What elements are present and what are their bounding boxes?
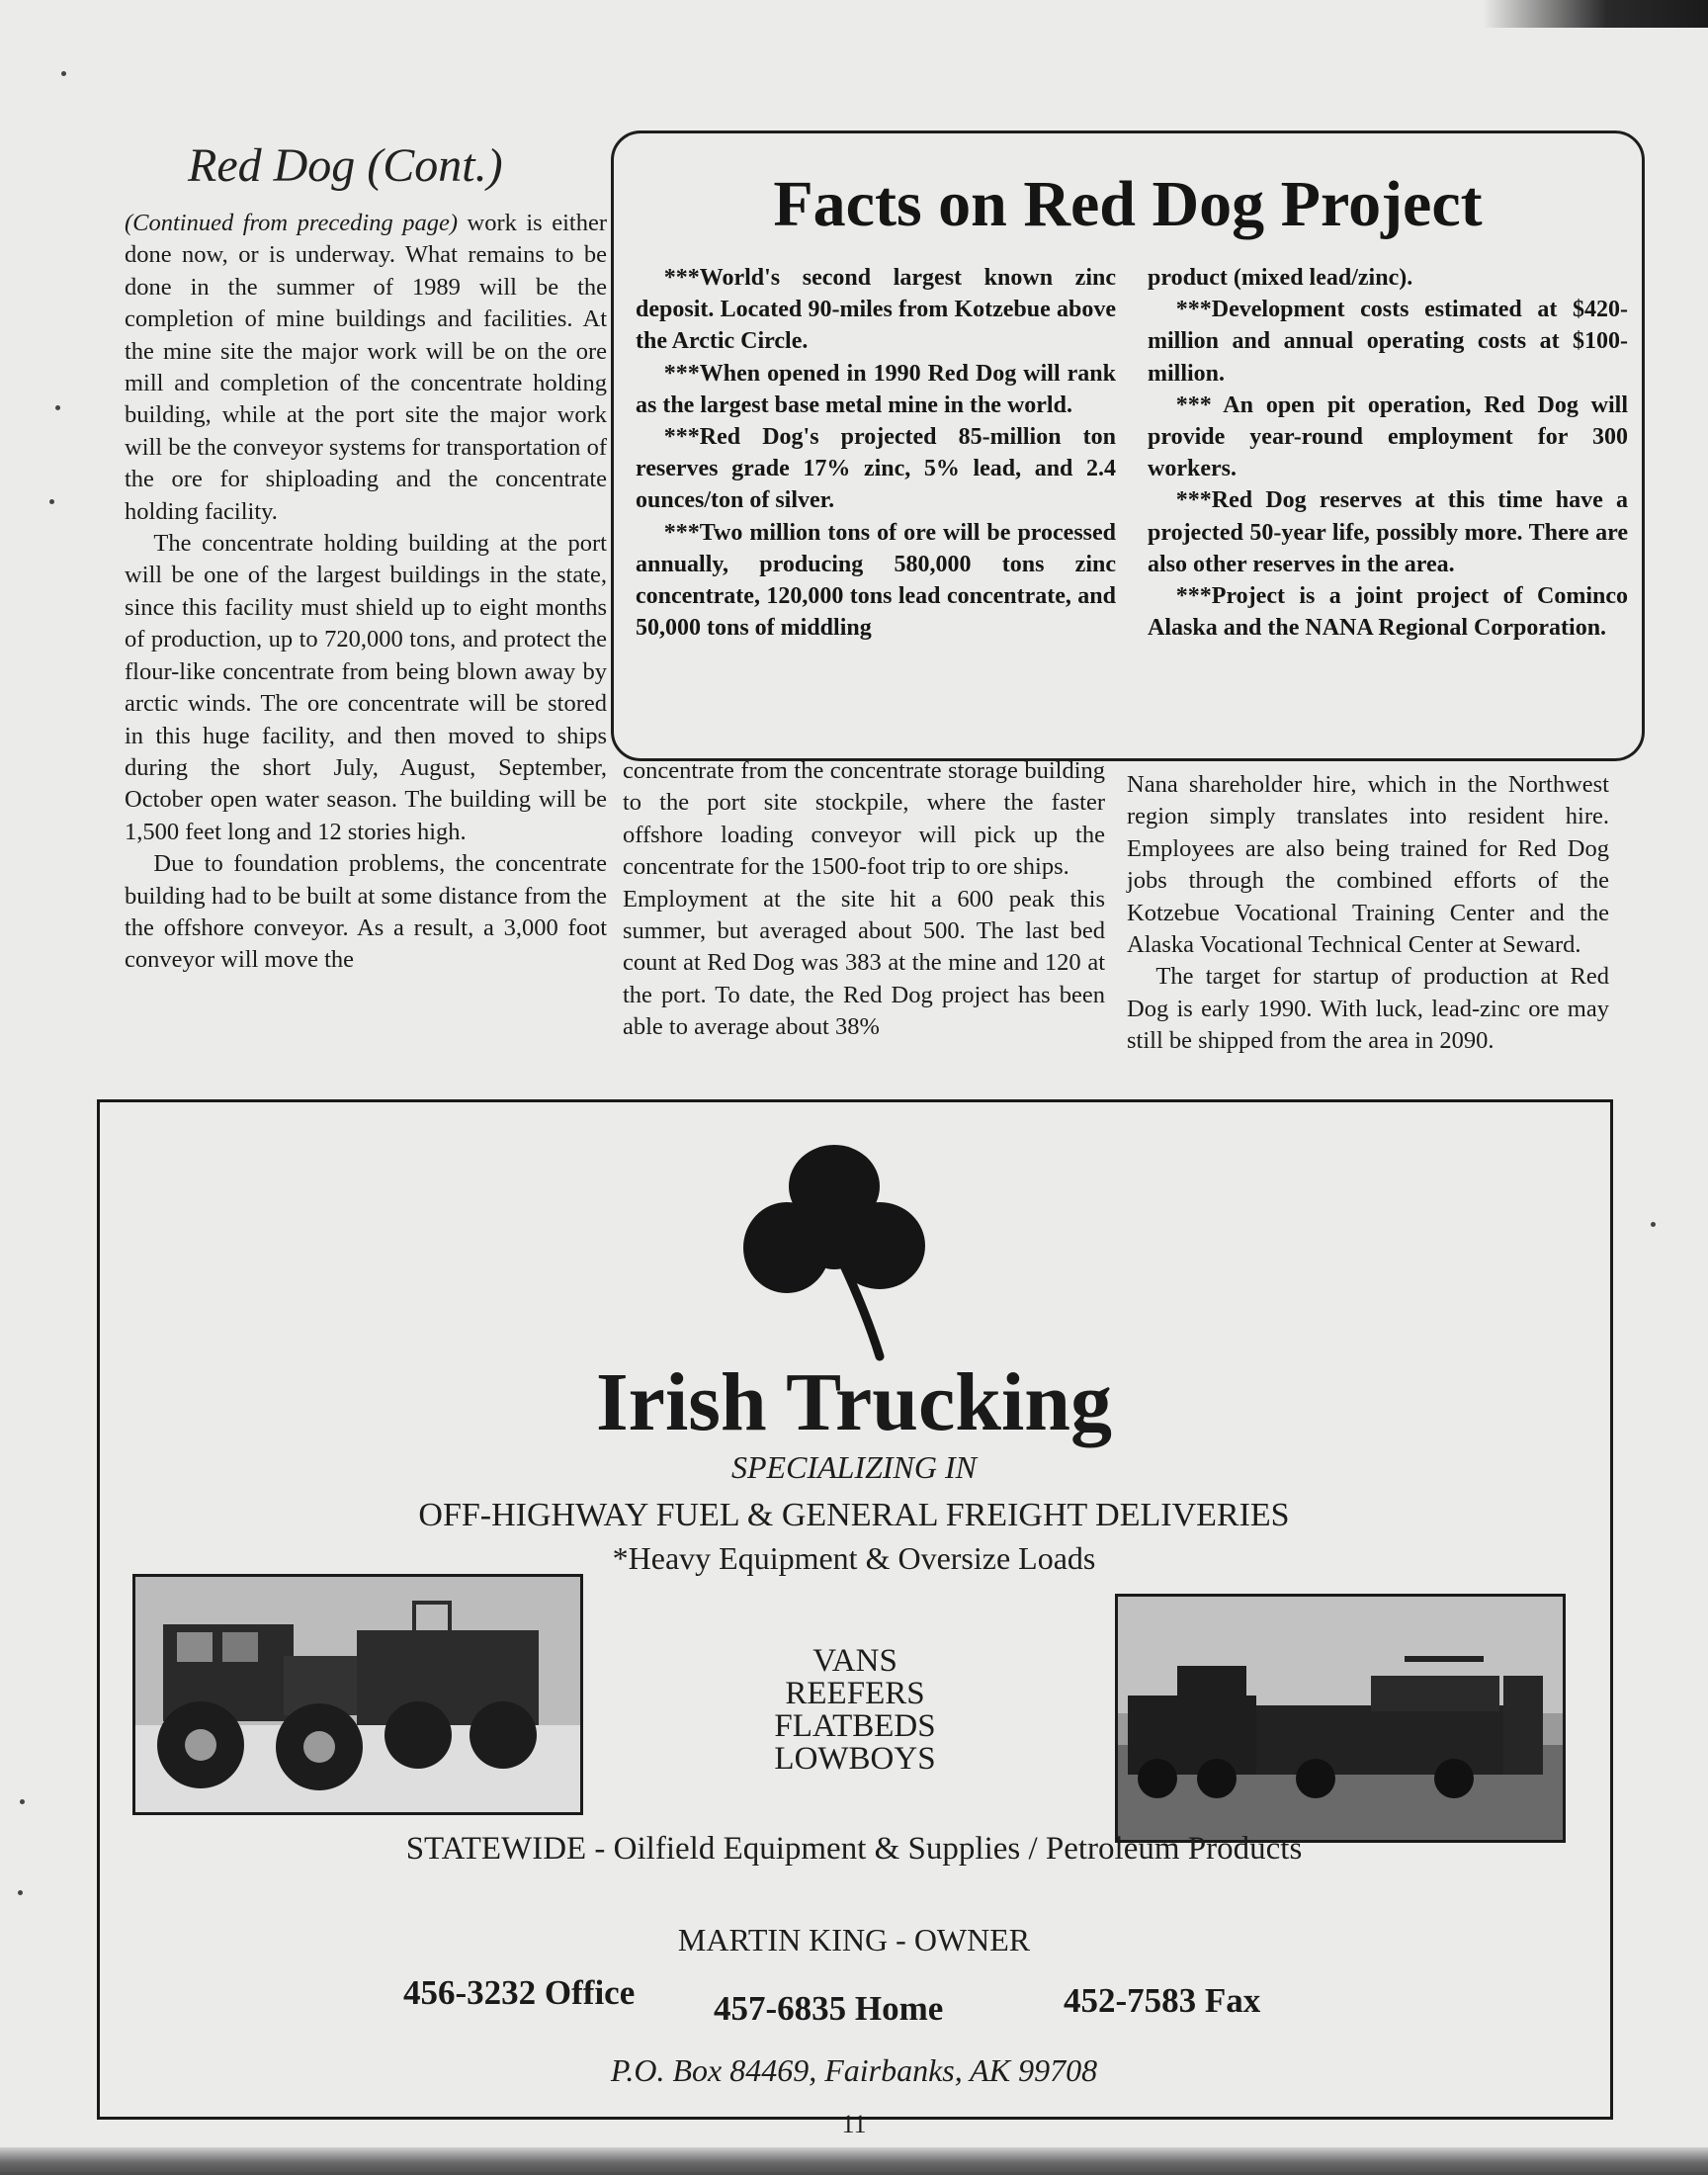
fact-item: ***Development costs estimated at $420-million and annual operating costs at $100-million.: [1148, 297, 1628, 387]
facts-column-left: [636, 262, 1116, 644]
article-column-1: [125, 208, 607, 977]
article-paragraph: Employment at the site hit a 600 peak this summer, but averaged about 500. The last bed count at Red Dog was 383 at the mine and 120 at the port. To date, the Red Dog project has been able to average about 38%: [623, 885, 1105, 1041]
office-phone: 456-3232 Office: [403, 1973, 636, 2012]
home-phone: 457-6835 Home: [714, 1989, 944, 2028]
fax-number: 452-7583 Fax: [1064, 1981, 1261, 2020]
article-column-2: [623, 755, 1105, 1044]
trailer-type: LOWBOYS: [774, 1741, 936, 1777]
fact-item: ***World's second largest known zinc deposit. Located 90-miles from Kotzebue above the Arctic Circle.: [636, 265, 1116, 355]
fact-item: ***Two million tons of ore will be processed annually, producing 580,000 tons zinc concentrate, 120,000 tons lead concentrate, and 50,000 tons of middling: [636, 519, 1116, 642]
article-column-3: [1127, 769, 1609, 1058]
scan-speck: [61, 71, 66, 76]
fact-item: ***When opened in 1990 Red Dog will rank as the largest base metal mine in the world.: [636, 360, 1116, 418]
scan-speck: [49, 499, 54, 504]
owner-line: MARTIN KING - OWNER: [677, 1922, 1031, 1958]
article-text: work is either done now, or is underway. What remains to be done in the summer of 1989 will be the completion of mine buildings and facilities. At the mine site the major work will be on the ore mill and completion of the concentrate holding building, while at the port site the major work will be the conveyor systems for transportation of the ore for shiploading and the concentrate holding facility.: [125, 210, 608, 525]
page-number: 11: [841, 2110, 867, 2138]
article-paragraph: Nana shareholder hire, which in the Northwest region simply translates into resident hire. Employees are also being trained for Red Dog jobs through the combined efforts of the Kotzebue Vocational Training Center and the Alaska Vocational Technical Center at Seward.: [1127, 771, 1609, 959]
article-paragraph: Due to foundation problems, the concentrate building had to be built at some distance from the the offshore conveyor. As a result, a 3,000 foot conveyor will move the: [125, 850, 607, 974]
facts-column-right: [1148, 262, 1628, 644]
facts-title: Facts on Red Dog Project: [773, 168, 1483, 240]
scan-speck: [55, 405, 60, 410]
scan-edge-shadow-bottom: [0, 2147, 1708, 2175]
fact-item: *** An open pit operation, Red Dog will provide year-round employment for 300 workers.: [1148, 392, 1628, 482]
article-paragraph: [125, 208, 607, 528]
company-name: Irish Trucking: [595, 1356, 1113, 1448]
facts-sidebar-box: [611, 130, 1645, 761]
services-line: OFF-HIGHWAY FUEL & GENERAL FREIGHT DELIVERIES: [418, 1497, 1290, 1533]
scan-speck: [1651, 1222, 1656, 1227]
article-paragraph: concentrate from the concentrate storage building to the port site stockpile, where the faster offshore loading conveyor will pick up the concentrate for the 1500-foot trip to ore ships.: [623, 757, 1105, 881]
fact-item: product (mixed lead/zinc).: [1148, 265, 1413, 291]
fact-item: ***Project is a joint project of Cominco Alaska and the NANA Regional Corporation.: [1148, 583, 1628, 642]
truck-photo-right: [1115, 1594, 1566, 1843]
continued-note: (Continued from preceding page): [125, 210, 458, 236]
fact-item: ***Red Dog reserves at this time have a projected 50-year life, possibly more. There are also other reserves in the area.: [1148, 487, 1628, 577]
truck-photo-left: [132, 1574, 583, 1815]
trailer-type: REEFERS: [785, 1676, 925, 1711]
scan-speck: [18, 1890, 23, 1895]
shamrock-logo-icon: [731, 1137, 949, 1364]
heavy-equipment-line: *Heavy Equipment & Oversize Loads: [612, 1540, 1096, 1576]
mailing-address: P.O. Box 84469, Fairbanks, AK 99708: [610, 2052, 1098, 2088]
article-paragraph: The target for startup of production at Red Dog is early 1990. With luck, lead-zinc ore may still be shipped from the area in 2090.: [1127, 963, 1609, 1055]
specializing-heading: SPECIALIZING IN: [731, 1449, 977, 1485]
scan-speck: [20, 1799, 25, 1804]
statewide-line: STATEWIDE - Oilfield Equipment & Supplies / Petroleum Products: [405, 1831, 1303, 1867]
fact-item: ***Red Dog's projected 85-million ton reserves grade 17% zinc, 5% lead, and 2.4 ounces/ton of silver.: [636, 424, 1116, 514]
trailer-type: FLATBEDS: [774, 1708, 936, 1744]
trailer-types-list: [692, 1645, 1018, 1776]
article-paragraph: The concentrate holding building at the port will be one of the largest buildings in the state, since this facility must shield up to eight months of production, up to 720,000 tons, and protect the flour-like concentrate from being blown away by arctic winds. The ore concentrate will be stored in this huge facility, and then moved to ships during the short July, August, September, October open water season. The building will be 1,500 feet long and 12 stories high.: [125, 530, 607, 845]
article-title: Red Dog (Cont.): [188, 139, 503, 192]
trailer-type: VANS: [812, 1643, 897, 1679]
scan-edge-shadow-top: [1483, 0, 1708, 28]
